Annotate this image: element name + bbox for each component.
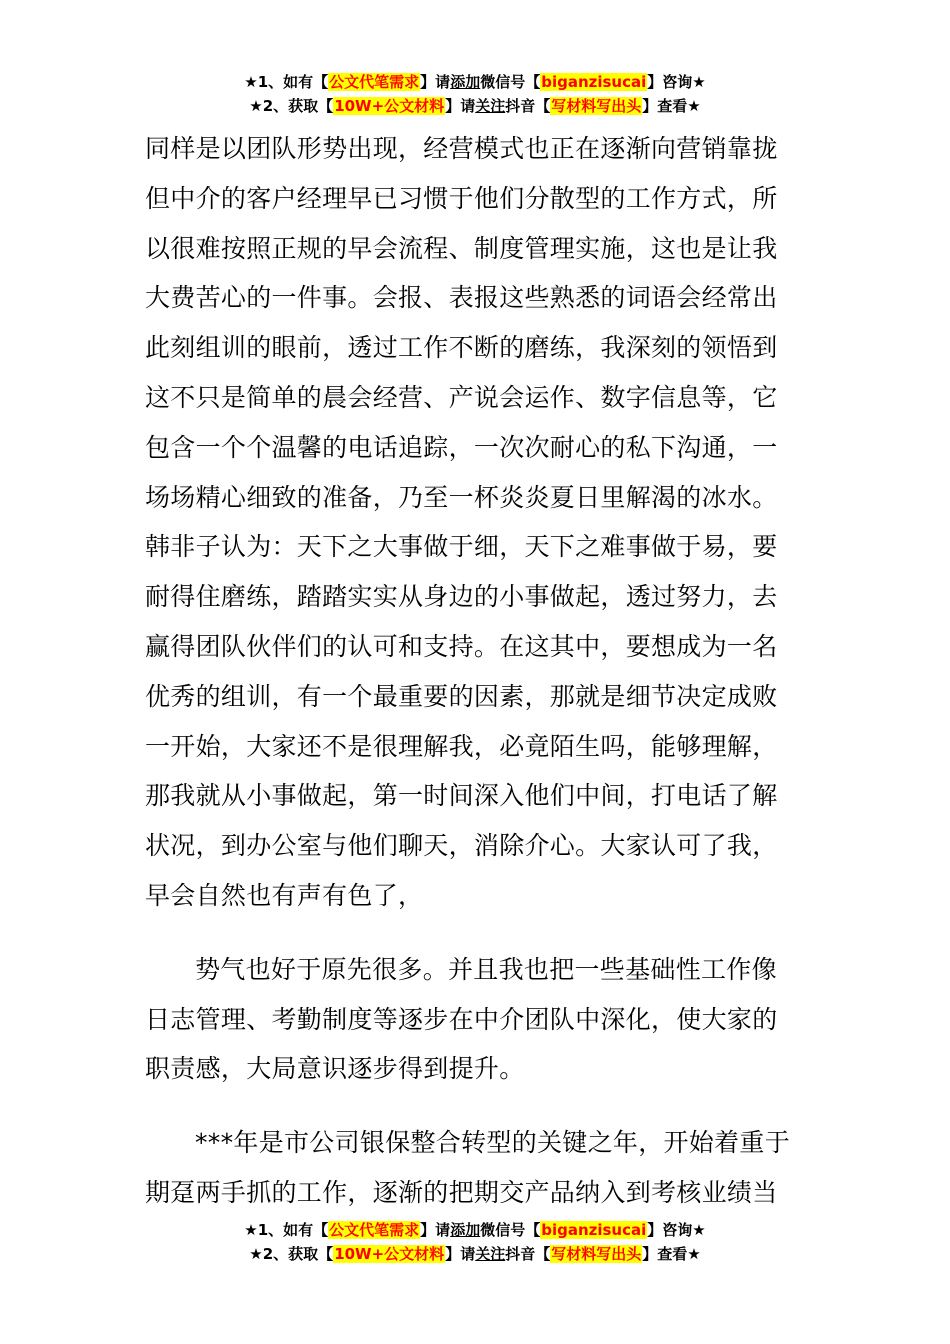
text-line: 场场精心细致的准备，乃至一杯炎炎夏日里解渴的冰水。	[145, 482, 778, 512]
paragraph-gap	[145, 1094, 810, 1118]
banner-line-1: ★1、如有【公文代笔需求】请添加微信号【biganzisucai】咨询★	[244, 1221, 706, 1239]
text-line: 日志管理、考勤制度等逐步在中介团队中深化，使大家的	[145, 1004, 778, 1034]
highlight-wechat-id: biganzisucai	[541, 73, 647, 91]
banner-line-2: ★2、获取【10W+公文材料】请关注抖音【写材料写出头】查看★	[249, 97, 701, 115]
text-line: 韩非子认为：天下之大事做于细，天下之难事做于易，要	[145, 532, 778, 562]
text-line: 以很难按照正规的早会流程、制度管理实施，这也是让我	[145, 233, 778, 263]
text-line: 优秀的组训，有一个最重要的因素，那就是细节决定成败	[145, 681, 778, 711]
banner-line-2: ★2、获取【10W+公文材料】请关注抖音【写材料写出头】查看★	[249, 1245, 701, 1263]
text-line: 赢得团队伙伴们的认可和支持。在这其中，要想成为一名	[145, 631, 778, 661]
highlight-douyin: 写材料写出头	[551, 97, 642, 115]
highlight-ghostwriting: 公文代笔需求	[329, 1221, 420, 1239]
paragraph-1	[145, 124, 810, 921]
text-line: 大费苦心的一件事。会报、表报这些熟悉的词语会经常出	[145, 283, 778, 313]
highlight-douyin: 写材料写出头	[551, 1245, 642, 1263]
text-line: 期趸两手抓的工作，逐渐的把期交产品纳入到考核业绩当	[145, 1177, 778, 1207]
highlight-ghostwriting: 公文代笔需求	[329, 73, 420, 91]
paragraph-2	[145, 945, 810, 1094]
text-line: 耐得住磨练，踏踏实实从身边的小事做起，透过努力，去	[145, 582, 778, 612]
highlight-materials: 10W+公文材料	[334, 1245, 445, 1263]
text-line: 包含一个个温馨的电话追踪，一次次耐心的私下沟通，一	[145, 432, 778, 462]
text-line: 同样是以团队形势出现，经营模式也正在逐渐向营销靠拢	[145, 134, 778, 163]
banner-line-1: ★1、如有【公文代笔需求】请添加微信号【biganzisucai】咨询★	[244, 73, 706, 91]
paragraph-gap	[145, 921, 810, 945]
paragraph-3	[145, 1118, 810, 1218]
text-line: 势气也好于原先很多。并且我也把一些基础性工作像	[195, 954, 777, 984]
highlight-wechat-id: biganzisucai	[541, 1221, 647, 1239]
highlight-materials: 10W+公文材料	[334, 97, 445, 115]
text-line: 早会自然也有声有色了，	[145, 880, 424, 910]
text-line: 那我就从小事做起，第一时间深入他们中间，打电话了解	[145, 781, 778, 811]
text-line: 职责感，大局意识逐步得到提升。	[145, 1054, 525, 1084]
header-banner	[0, 70, 950, 118]
text-line: 但中介的客户经理早已习惯于他们分散型的工作方式，所	[145, 183, 778, 213]
text-line: 一开始，大家还不是很理解我，必竟陌生吗，能够理解，	[145, 731, 778, 761]
text-line: ***年是市公司银保整合转型的关键之年，开始着重于	[195, 1128, 791, 1158]
text-line: 这不只是简单的晨会经营、产说会运作、数字信息等，它	[145, 382, 778, 412]
footer-banner	[0, 1218, 950, 1266]
text-line: 状况，到办公室与他们聊天，消除介心。大家认可了我，	[145, 831, 778, 861]
document-body	[145, 124, 810, 1218]
text-line: 此刻组训的眼前，透过工作不断的磨练，我深刻的领悟到	[145, 333, 778, 363]
